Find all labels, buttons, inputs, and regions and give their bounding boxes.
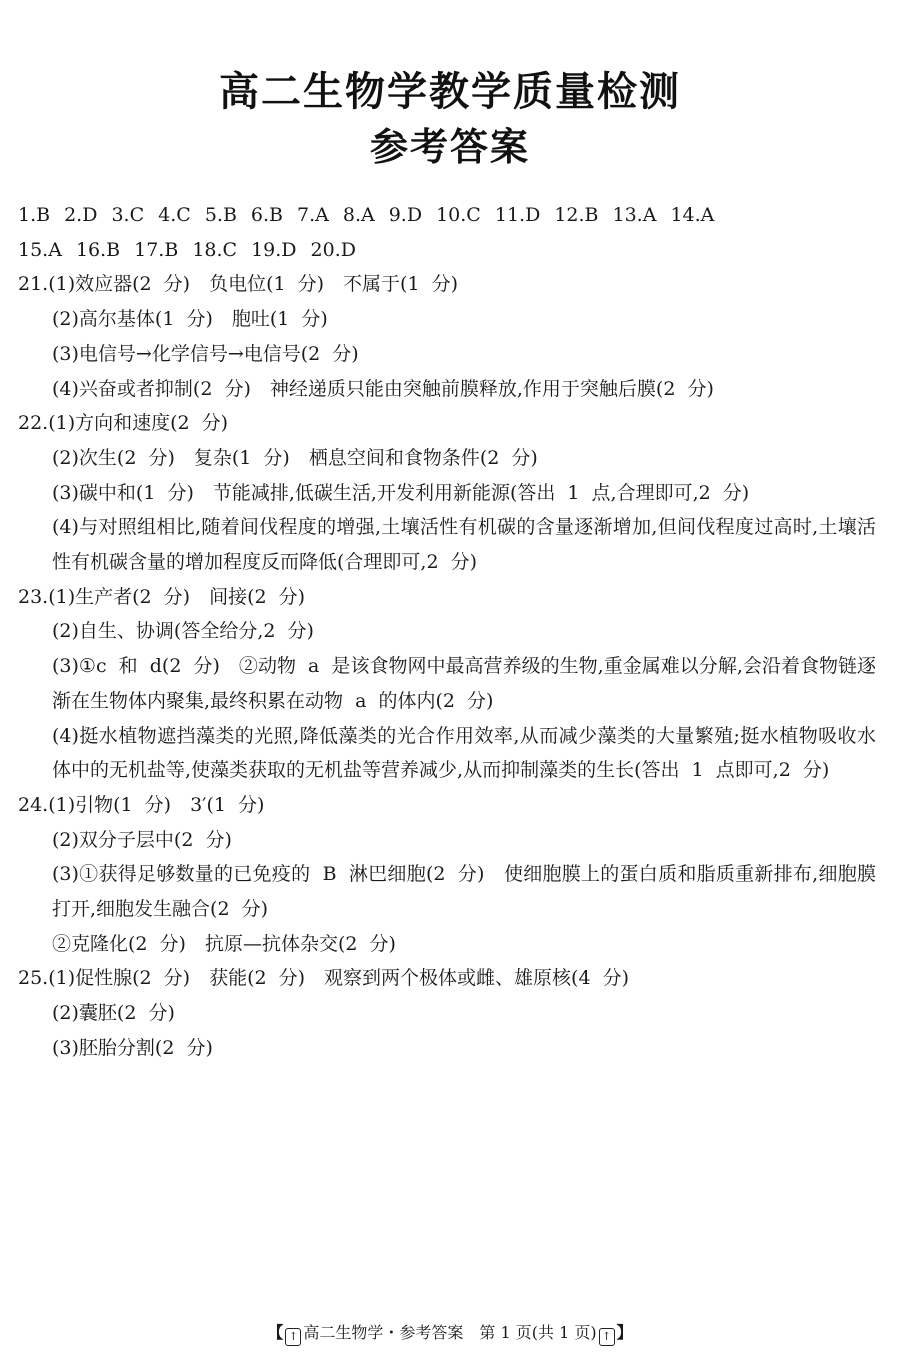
footer-text: 高二生物学・参考答案 第 1 页(共 1 页) [303, 1323, 597, 1342]
arrow-up-icon: ↑ [285, 1328, 301, 1346]
choice-answer: 5.B [204, 204, 237, 226]
q22-line-3: (3)碳中和(1 分) 节能减排,低碳生活,开发利用新能源(答出 1 点,合理即可,2 分) [52, 481, 750, 504]
q22-line-1: 22.(1)方向和速度(2 分) [18, 412, 229, 435]
choice-answer: 17.B [134, 238, 179, 261]
choice-answers-row-2 [18, 233, 878, 268]
choice-answer: 8.A [342, 204, 375, 226]
choice-answer: 18.C [192, 238, 238, 261]
q23-line-3: (3)①c 和 d(2 分) ②动物 a 是该食物网中最高营养级的生物,重金属难以分解,会沿着食物链逐渐在生物体内聚集,最终积累在动物 a 的体内(2 分) [52, 655, 876, 712]
q25-line-1: 25.(1)促性腺(2 分) 获能(2 分) 观察到两个极体或雌、雄原核(4 分) [18, 967, 629, 990]
choice-answer: 19.D [251, 238, 297, 261]
choice-answer: 13.A [612, 204, 657, 226]
q21-line-2: (2)高尔基体(1 分) 胞吐(1 分) [52, 308, 328, 331]
q21-line-1: 21.(1)效应器(2 分) 负电位(1 分) 不属于(1 分) [18, 273, 458, 296]
footer-bracket-right: 】 [616, 1323, 633, 1342]
choice-answers-row-1 [18, 198, 878, 233]
q21-line-4: (4)兴奋或者抑制(2 分) 神经递质只能由突触前膜释放,作用于突触后膜(2 分) [52, 377, 714, 400]
q23-line-1: 23.(1)生产者(2 分) 间接(2 分) [18, 585, 306, 608]
choice-answer: 12.B [554, 204, 599, 226]
choice-answer: 15.A [18, 238, 62, 261]
choice-answer: 16.B [75, 238, 121, 261]
q24-line-3: (3)①获得足够数量的已免疫的 B 淋巴细胞(2 分) 使细胞膜上的蛋白质和脂质重新排布,细胞膜打开,细胞发生融合(2 分) [52, 863, 876, 921]
footer-bracket-left: 【 [267, 1323, 284, 1342]
q21-line-3: (3)电信号→化学信号→电信号(2 分) [52, 342, 359, 365]
answer-content [18, 198, 878, 1066]
choice-answer: 20.D [310, 238, 356, 261]
q23-line-4: (4)挺水植物遮挡藻类的光照,降低藻类的光合作用效率,从而减少藻类的大量繁殖;挺水植物吸收水体中的无机盐等,使藻类获取的无机盐等营养减少,从而抑制藻类的生长(答出 1 点即可,2 分) [52, 724, 876, 782]
choice-answer: 9.D [388, 204, 423, 226]
q24-line-2: (2)双分子层中(2 分) [52, 828, 232, 851]
q25-line-2: (2)囊胚(2 分) [52, 1002, 175, 1025]
choice-answer: 1.B [18, 204, 51, 226]
choice-answer: 10.C [436, 204, 481, 226]
choice-answer: 3.C [111, 204, 145, 226]
page-subtitle: 参考答案 [369, 125, 530, 169]
page-title: 高二生物学教学质量检测 [219, 69, 681, 115]
q23-line-2: (2)自生、协调(答全给分,2 分) [52, 620, 314, 643]
q24-line-4: ②克隆化(2 分) 抗原—抗体杂交(2 分) [52, 932, 396, 955]
choice-answer: 4.C [158, 204, 191, 226]
q22-line-2: (2)次生(2 分) 复杂(1 分) 栖息空间和食物条件(2 分) [52, 446, 538, 469]
q24-line-1: 24.(1)引物(1 分) 3′(1 分) [18, 793, 265, 816]
choice-answer: 7.A [297, 204, 329, 226]
page-footer [0, 1320, 900, 1346]
choice-answer: 6.B [250, 204, 283, 226]
q25-line-3: (3)胚胎分割(2 分) [52, 1036, 213, 1059]
q22-line-4: (4)与对照组相比,随着间伐程度的增强,土壤活性有机碳的含量逐渐增加,但间伐程度过高时,土壤活性有机碳含量的增加程度反而降低(合理即可,2 分) [52, 516, 876, 574]
choice-answer: 11.D [494, 204, 541, 226]
arrow-up-icon: ↑ [599, 1328, 615, 1346]
choice-answer: 2.D [64, 204, 98, 226]
choice-answer: 14.A [670, 204, 715, 226]
